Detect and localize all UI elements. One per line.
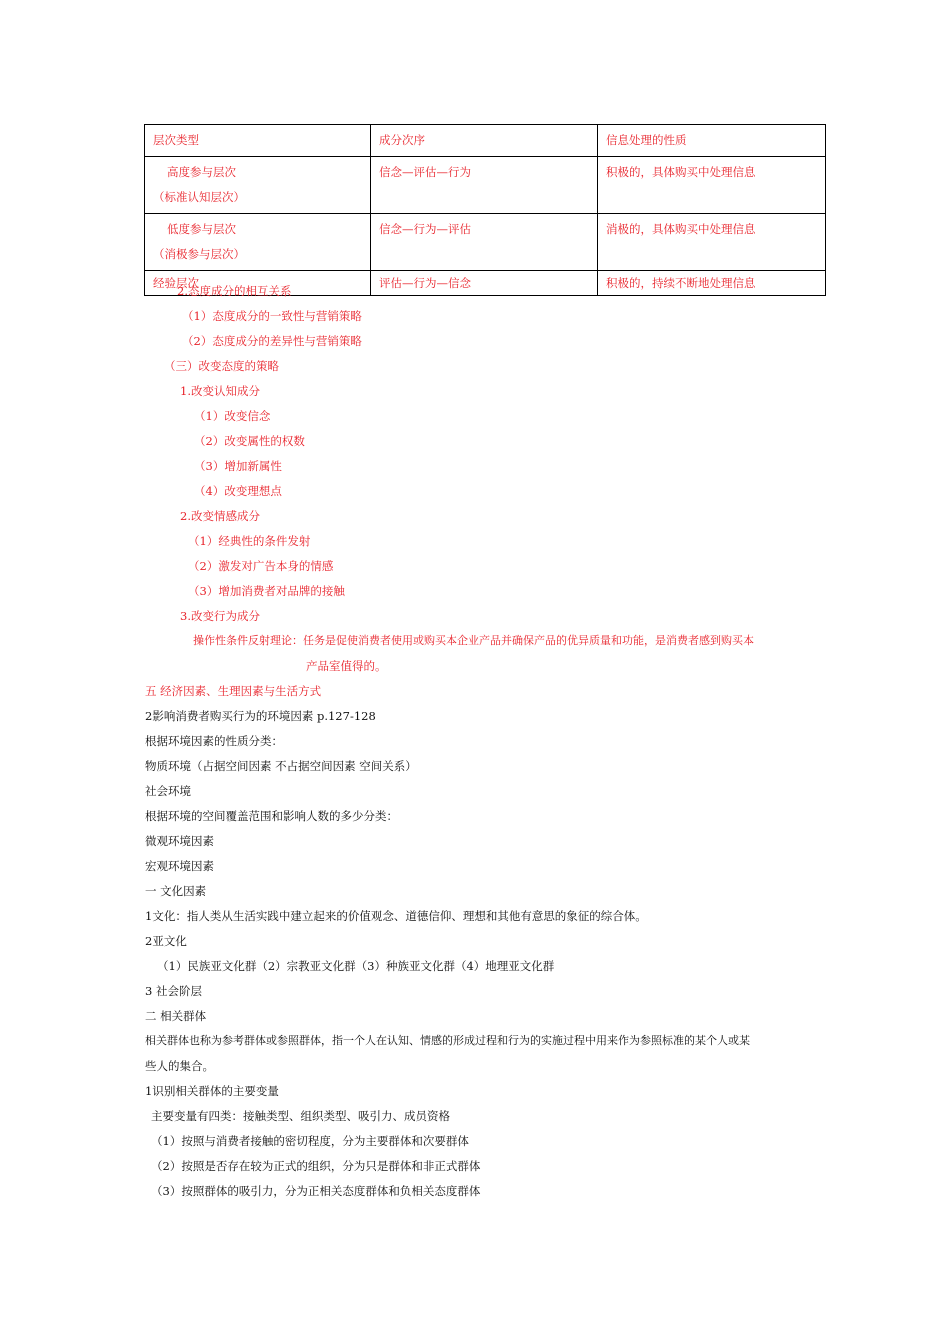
table-cell-order: 评估—行为—信念 [371,271,598,296]
table-header-cell: 层次类型 [145,125,371,157]
subheading: 1.改变认知成分 [180,384,260,398]
table-header-cell: 成分次序 [371,125,598,157]
paragraph: 微观环境因素 [145,834,214,848]
table-row [145,157,826,214]
table-cell-nature: 消极的，具体购买中处理信息 [598,214,826,271]
list-item: （1）民族亚文化群（2）宗教亚文化群（3）种族亚文化群（4）地理亚文化群 [157,959,555,973]
table-cell-level-type [145,214,371,271]
paragraph: 相关群体也称为参考群体或参照群体，指一个人在认知、情感的形成过程和行为的实施过程中用来作为参照标准的某个人或某 [145,1034,750,1047]
table-row [145,214,826,271]
table-cell-nature: 积极的，持续不断地处理信息 [598,271,826,296]
subheading: 1识别相关群体的主要变量 [145,1084,279,1098]
paragraph: 物质环境（占据空间因素 不占据空间因素 空间关系） [145,759,417,773]
list-item: （2）态度成分的差异性与营销策略 [182,334,362,348]
list-item: （4）改变理想点 [194,484,282,498]
section-heading: 二 相关群体 [145,1009,207,1023]
level-type-sub: （消极参与层次） [153,247,245,261]
list-item: （3）增加新属性 [194,459,282,473]
table-header-row [145,125,826,157]
paragraph-continuation: 些人的集合。 [145,1059,214,1073]
paragraph: 1文化：指人类从生活实践中建立起来的价值观念、道德信仰、理想和其他有意思的象征的综合体。 [145,909,647,923]
list-item: （1）经典性的条件发射 [188,534,311,548]
list-item: （1）按照与消费者接触的密切程度，分为主要群体和次要群体 [151,1134,469,1148]
paragraph: 根据环境因素的性质分类： [145,734,283,748]
chapter-heading: 五 经济因素、生理因素与生活方式 [145,684,322,698]
table-cell-nature: 积极的，具体购买中处理信息 [598,157,826,214]
table-header-cell: 信息处理的性质 [598,125,826,157]
list-item: （3）按照群体的吸引力，分为正相关态度群体和负相关态度群体 [151,1184,481,1198]
paragraph: 2影响消费者购买行为的环境因素 p.127-128 [145,709,376,723]
section-heading: （三）改变态度的策略 [164,359,279,373]
table-cell-level-type [145,157,371,214]
paragraph: 主要变量有四类：接触类型、组织类型、吸引力、成员资格 [151,1109,450,1123]
subheading: 3.改变行为成分 [180,609,260,623]
paragraph: 根据环境的空间覆盖范围和影响人数的多少分类： [145,809,398,823]
paragraph: 3 社会阶层 [145,984,202,998]
list-item: （2）按照是否存在较为正式的组织，分为只是群体和非正式群体 [151,1159,481,1173]
list-item: （2）激发对广告本身的情感 [188,559,334,573]
table-cell-order: 信念—评估—行为 [371,157,598,214]
subheading: 2.态度成分的相互关系 [177,284,292,298]
paragraph: 社会环境 [145,784,191,798]
section-heading: 一 文化因素 [145,884,207,898]
paragraph: 2亚文化 [145,934,187,948]
level-type-name: 低度参与层次 [167,222,236,236]
subheading: 2.改变情感成分 [180,509,260,523]
table-cell-level-type: 经验层次 [145,271,371,296]
paragraph-continuation: 产品室值得的。 [306,659,387,673]
table-cell-order: 信念—行为—评估 [371,214,598,271]
list-item: （2）改变属性的权数 [194,434,305,448]
paragraph: 操作性条件反射理论：任务是促使消费者使用或购买本企业产品并确保产品的优异质量和功能，是消费者感到购买本 [193,634,754,647]
attitude-levels-table [144,124,826,296]
list-item: （1）态度成分的一致性与营销策略 [182,309,362,323]
level-type-name: 高度参与层次 [167,165,236,179]
list-item: （3）增加消费者对品牌的接触 [188,584,345,598]
paragraph: 宏观环境因素 [145,859,214,873]
list-item: （1）改变信念 [194,409,271,423]
level-type-sub: （标准认知层次） [153,190,245,204]
